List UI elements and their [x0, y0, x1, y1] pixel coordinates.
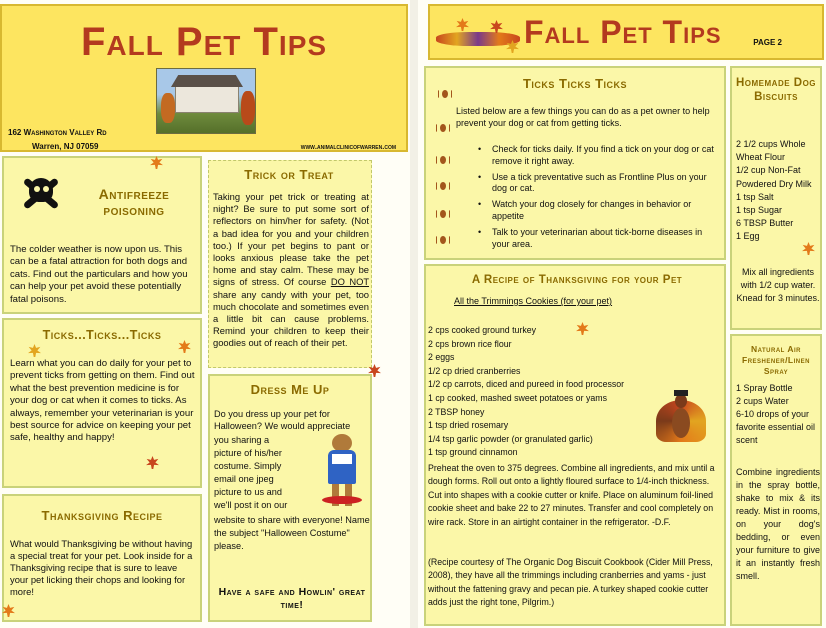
ticks-body: Learn what you can do daily for your pet to prevent ticks from getting on them. Find out what the best prevention medicine is for your dog or cat when it comes to ticks. As always, remember your veterinarian is your best source for advice on keeping your pet safe, healthy and happy! — [10, 358, 195, 444]
page-label: PAGE 2 — [753, 38, 782, 47]
antifreeze-title: Antifreeze poisoning — [98, 186, 170, 218]
ingredient: 1 Egg — [736, 231, 760, 242]
ingredient: 1 cp cooked, mashed sweet potatoes or yams — [428, 392, 607, 403]
ingredient: 1 Spray Bottle — [736, 383, 793, 393]
recipe-box — [424, 264, 726, 626]
freshener-instructions: Combine ingredients in the spray bottle, shake to mix & its ready. Mist in rooms, on your dog's bedding, or even your furniture to give it an instantly fresh smell. — [736, 467, 820, 581]
maple-leaf-icon — [456, 18, 469, 31]
website-link[interactable]: www.animalclinicofwarren.com — [300, 142, 396, 151]
page1-header — [0, 4, 408, 152]
recipe-directions: Preheat the oven to 375 degrees. Combine all ingredients, and mix until a dough forms. Roll out onto a lightly floured surface to 1/4-inch thickness. Cut into shapes with a cookie cutter or knife. Place on aluminum foil-lined cookie sheet and bake 22 to 27 minutes. Transfer and cool completely on wire rack. Store in an airtight container in the refrigerator. -D.F. — [428, 463, 715, 527]
ticks-tips-intro: Listed below are a few things you can do as a pet owner to help prevent your dog or cat from getting ticks. — [456, 106, 710, 128]
ingredient: 1 tsp Sugar — [736, 205, 783, 216]
dress-line: picture of his/her — [214, 448, 282, 458]
ingredient: 1 tsp ground cinnamon — [428, 447, 518, 458]
trick-or-treat-box — [208, 160, 372, 368]
page2-header — [428, 4, 824, 60]
dress-line: you sharing a — [214, 435, 270, 445]
turkey-icon — [656, 394, 706, 450]
freshener-title: Natural Air Freshener/Linen Spray — [742, 344, 810, 376]
biscuits-ingredients — [736, 138, 820, 244]
tick-bug-icon — [436, 234, 450, 246]
tick-bug-icon — [436, 208, 450, 220]
ticks-box — [2, 318, 202, 488]
freshener-box — [730, 334, 822, 626]
ingredient: 6-10 drops of your favorite essential oil scent — [736, 409, 816, 445]
dress-me-up-title: Dress Me Up — [250, 382, 330, 397]
ticks-tips-list — [474, 144, 720, 254]
ingredient: 1/2 cup Non-Fat Powdered Dry Milk — [736, 165, 812, 189]
page-1 — [0, 0, 410, 628]
trick-body-emphasis: DO NOT — [330, 276, 369, 288]
dress-me-up-box — [208, 374, 372, 622]
dress-line: email one jpeg — [214, 474, 274, 484]
list-item: • Use a tick preventative such as Frontline Plus on your dog or cat. — [474, 172, 720, 196]
maple-leaf-icon — [490, 20, 503, 33]
ingredient: 1/4 tsp garlic powder (or granulated garlic) — [428, 433, 593, 444]
dress-me-up-closing: Have a safe and Howlin' great time! — [218, 586, 366, 611]
trick-body-after: share any candy with your pet, too much chocolate and sometimes even a little bit can cause problems. Remind your children to keep their goodies out of reach of their pet. — [213, 288, 369, 349]
ingredient: 1/2 cp dried cranberries — [428, 365, 521, 376]
thanksgiving-body: What would Thanksgiving be without having a special treat for your pet. Look inside for a Thanksgiving recipe that is sure to leave your pet licking their chops and looking for more! — [10, 538, 193, 597]
page-2 — [418, 0, 826, 628]
skull-crossbones-icon — [18, 172, 64, 216]
ticks-title: Ticks...Ticks...Ticks — [42, 328, 162, 342]
trick-or-treat-body — [213, 191, 369, 350]
list-item: • Watch your dog closely for changes in behavior or appetite — [474, 199, 720, 223]
ingredient: 2 eggs — [428, 352, 455, 363]
maple-leaf-icon — [802, 242, 815, 255]
thanksgiving-title: Thanksgiving Recipe — [41, 508, 163, 523]
recipe-ingredients — [428, 324, 668, 460]
tick-bug-icon — [436, 122, 450, 134]
ingredient: 2 cps cooked ground turkey — [428, 325, 537, 335]
antifreeze-body: The colder weather is now upon us. This can be a fatal attraction for both dogs and cats. Find out the particulars and how you can help your pet avoid these potentially fatal poisons. — [10, 244, 188, 305]
autumn-leaves-banner — [436, 18, 520, 54]
house-photo — [156, 68, 256, 134]
ingredient: 1 tsp Salt — [736, 191, 774, 202]
dress-line: we'll post it on our — [214, 500, 288, 510]
ticks-tips-title: Ticks Ticks Ticks — [522, 76, 628, 91]
page2-title: Fall Pet Tips — [524, 14, 722, 50]
dog-costume-photo — [318, 432, 368, 514]
freshener-ingredients — [736, 382, 820, 447]
trick-body-before: Taking your pet trick or treating at night? Be sure to put some sort of reflectors on him/her for safety. (Not a bad idea for you and your children too.) If your pet begins to pant or looks anxious please take the pet home and stay calm. These may be signs of stress. Of course — [213, 191, 369, 288]
recipe-subtitle: All the Trimmings Cookies (for your pet) — [454, 296, 613, 306]
dress-line: costume. Simply — [214, 461, 282, 471]
dress-me-up-intro: Do you dress up your pet for Halloween? We would appreciate — [214, 409, 351, 432]
tick-bug-icon — [438, 88, 452, 100]
thanksgiving-box — [2, 494, 202, 622]
ticks-tips-box — [424, 66, 726, 260]
ingredient: 6 TBSP Butter — [736, 218, 794, 229]
ingredient: 2 cups Water — [736, 396, 789, 406]
antifreeze-box — [2, 156, 202, 314]
address-line-2: Warren, NJ 07059 — [32, 142, 99, 151]
recipe-title: A Recipe of Thanksgiving for your Pet — [471, 274, 683, 286]
trick-or-treat-title: Trick or Treat — [244, 167, 334, 182]
dress-line: picture to us and — [214, 487, 282, 497]
dress-me-up-bottom: website to share with everyone! Name the subject "Halloween Costume" please. — [214, 515, 370, 551]
list-item: • Talk to your veterinarian about tick-borne diseases in your area. — [474, 227, 720, 251]
ingredient: 1 tsp dried rosemary — [428, 420, 509, 431]
tick-bug-icon — [436, 154, 450, 166]
dress-me-up-lines — [214, 434, 314, 512]
list-item: • Check for ticks daily. If you find a tick on your dog or cat remove it right away. — [474, 144, 720, 168]
ingredient: 1/2 cp carrots, diced and pureed in food processor — [428, 379, 625, 390]
recipe-credit: (Recipe courtesy of The Organic Dog Biscuit Cookbook (Cider Mill Press, 2008), they have all the trimmings including cranberries and yams - just without the fattening gravy and pecan pie. A turkey shaped cookie cutter adds just the right tone, Pilgrim.) — [428, 557, 713, 608]
ingredient: 2 TBSP honey — [428, 406, 485, 417]
biscuits-instructions: Mix all ingredients with 1/2 cup water. Knead for 3 minutes. — [736, 267, 820, 303]
biscuits-box — [730, 66, 822, 330]
ingredient: 2 1/2 cups Whole Wheat Flour — [736, 139, 806, 163]
biscuits-title: Homemade Dog Biscuits — [735, 77, 817, 103]
address-line-1: 162 Washington Valley Rd — [8, 128, 107, 137]
page-gutter — [410, 0, 418, 628]
ingredient: 2 cps brown rice flour — [428, 338, 512, 349]
page1-title: Fall Pet Tips — [80, 20, 328, 64]
tick-bug-icon — [436, 180, 450, 192]
